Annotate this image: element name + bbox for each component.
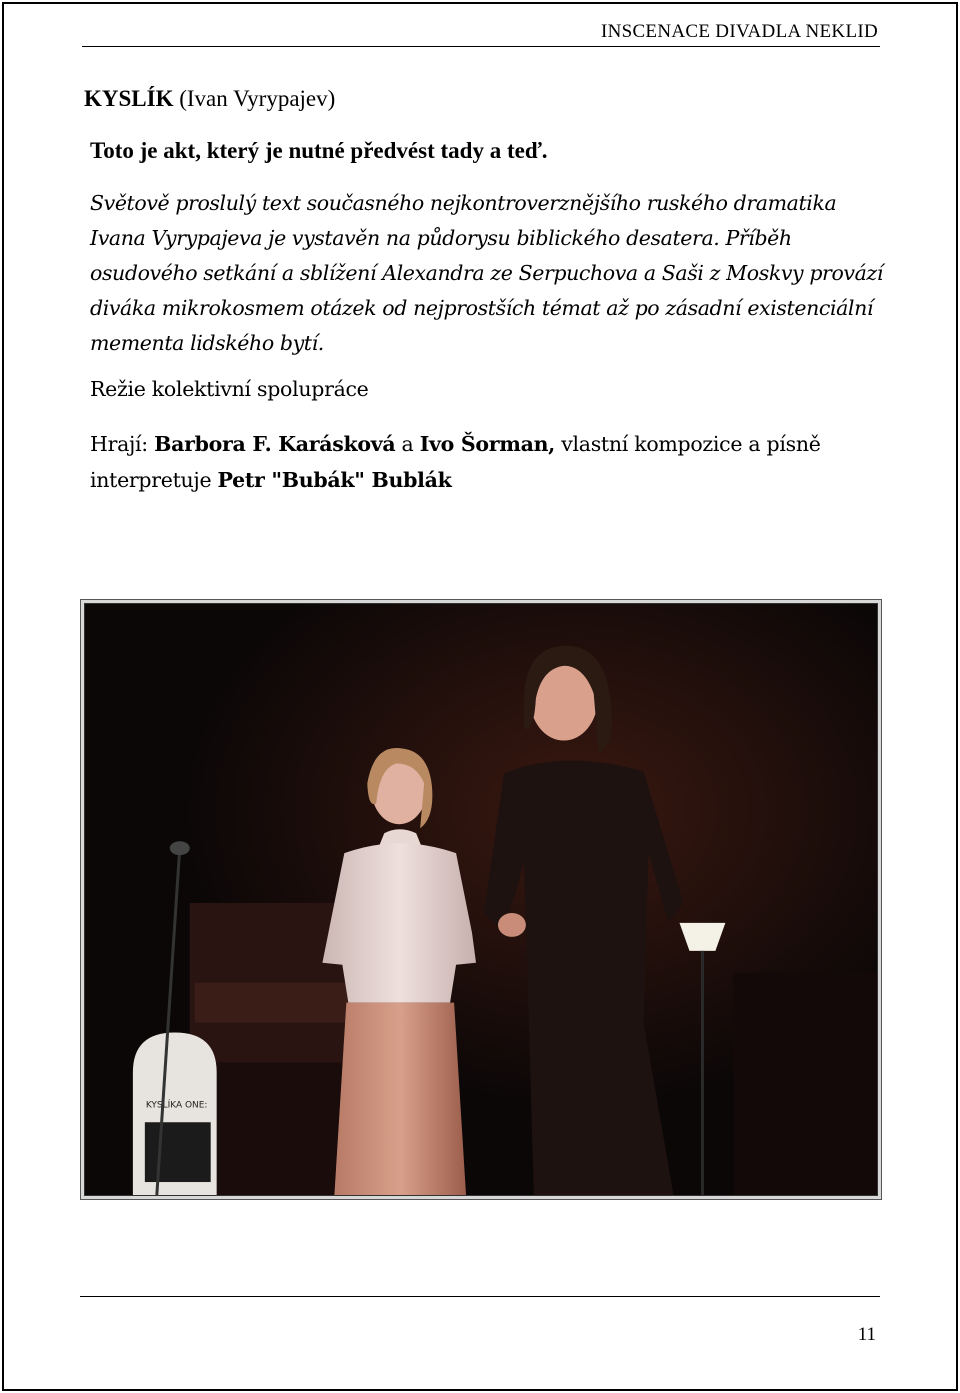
stage-photo-illustration xyxy=(85,604,877,1195)
page-number: 11 xyxy=(857,1324,876,1345)
cast-credits xyxy=(90,426,890,498)
header-rule xyxy=(82,46,880,47)
tagline: Toto je akt, který je nutné předvést tady a teď. xyxy=(90,138,548,163)
running-header: INSCENACE DIVADLA NEKLID xyxy=(600,21,878,42)
directing-credit: Režie kolektivní spolupráce xyxy=(90,377,369,401)
sign-text: KYSLÍKA ONE: xyxy=(145,1100,208,1111)
cast-prefix: Hrají: xyxy=(90,432,155,456)
musician: Petr "Bubák" Bublák xyxy=(217,468,452,492)
actor-2: Ivo Šorman, xyxy=(419,432,556,456)
cast-middle: vlastní kompozice a písně interpretuje xyxy=(90,432,821,492)
cast-and: a xyxy=(395,432,420,456)
actor-1: Barbora F. Karásková xyxy=(154,432,396,456)
play-author: (Ivan Vyrypajev) xyxy=(173,86,336,111)
play-title xyxy=(84,86,335,112)
stage-photo xyxy=(84,603,878,1196)
description-paragraph: Světově proslulý text současného nejkontroverznějšího ruského dramatika Ivana Vyrypajeva je vystavěn na půdorysu biblického desatera. Příběh osudového setkání a sblížení Alexandra ze Serpuchova a Saši z Moskvy provází diváka mikrokosmem otázek od nejprostších témat až po zásadní existenciální mementa lidského bytí. xyxy=(90,191,883,355)
footer-rule xyxy=(80,1296,880,1297)
play-name: KYSLÍK xyxy=(84,86,174,111)
photo-frame xyxy=(80,599,882,1200)
